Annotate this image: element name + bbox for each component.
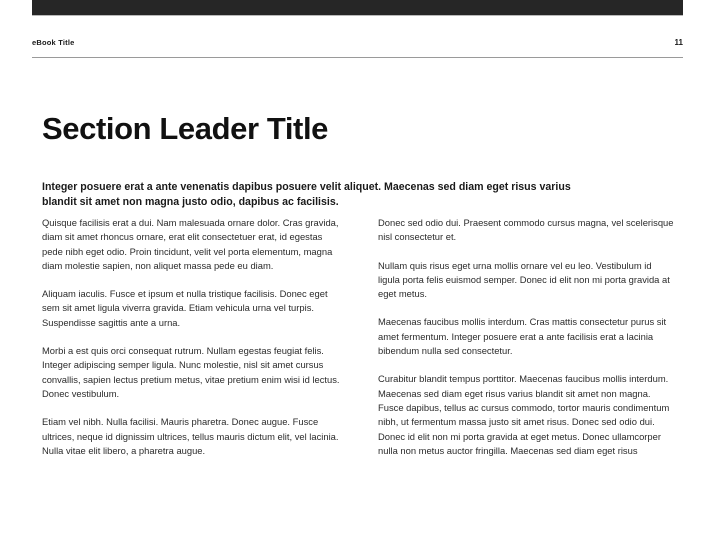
- body-paragraph: Curabitur blandit tempus porttitor. Maecenas faucibus mollis interdum. Maecenas sed diam eget risus varius blandit sit amet non magna. Fusce dapibus, tellus ac cursus commodo, tortor mauris condimentum nibh, ut fermentum massa justo sit amet risus. Donec sed odio dui. Donec id elit non mi porta gravida at eget metus. Donec ullamcorper nulla non metus auctor fringilla. Maecenas sed diam eget risus: [378, 373, 670, 456]
- body-paragraph: Donec sed odio dui. Praesent commodo cursus magna, vel scelerisque nisl consectetur et.: [378, 217, 674, 243]
- left-column: [42, 216, 340, 458]
- body-paragraph: Quisque facilisis erat a dui. Nam malesuada ornare dolor. Cras gravida, diam sit amet rhoncus ornare, erat elit consectetuer erat, id egestas pede nibh eget odio. Proin tincidunt, velit vel porta elementum, magna diam molestie sapien, non aliquet massa pede eu diam.: [42, 217, 339, 271]
- body-paragraph: Etiam vel nibh. Nulla facilisi. Mauris pharetra. Donec augue. Fusce ultrices, neque id dignissim ultrices, tellus mauris dictum elit, vel lacinia. Nulla vitae elit libero, a pharetra augue.: [42, 416, 339, 456]
- page-number: 11: [674, 38, 683, 47]
- header-divider: [32, 57, 683, 58]
- page-title: Section Leader Title: [42, 110, 329, 146]
- body-columns: [42, 216, 676, 458]
- book-title: eBook Title: [32, 38, 75, 47]
- top-accent-band: [32, 0, 683, 16]
- body-paragraph: Nullam quis risus eget urna mollis ornare vel eu leo. Vestibulum id ligula porta felis euismod semper. Donec id elit non mi porta gravida at eget metus.: [378, 259, 670, 300]
- body-paragraph: Aliquam iaculis. Fusce et ipsum et nulla tristique facilisis. Donec eget sem sit amet ligula viverra gravida. Etiam vehicula urna vel turpis. Suspendisse sagittis ante a urna.: [42, 288, 328, 328]
- running-header: [32, 38, 683, 47]
- right-column: [378, 216, 676, 458]
- body-paragraph: Maecenas faucibus mollis interdum. Cras mattis consectetur purus sit amet fermentum. Integer posuere erat a ante facilisis erat a lacinia bibendum nulla sed consectetur.: [378, 316, 667, 357]
- lead-paragraph: Integer posuere erat a ante venenatis dapibus posuere velit aliquet. Maecenas sed diam eget risus varius blandit sit amet non magna justo odio, dapibus ac facilisis.: [42, 180, 571, 209]
- body-paragraph: Morbi a est quis orci consequat rutrum. Nullam egestas feugiat felis. Integer adipiscing semper ligula. Nunc molestie, nisl sit amet cursus convallis, sapien lectus pretium metus, vitae pretium enim wisi id lectus. Donec vestibulum.: [42, 345, 340, 399]
